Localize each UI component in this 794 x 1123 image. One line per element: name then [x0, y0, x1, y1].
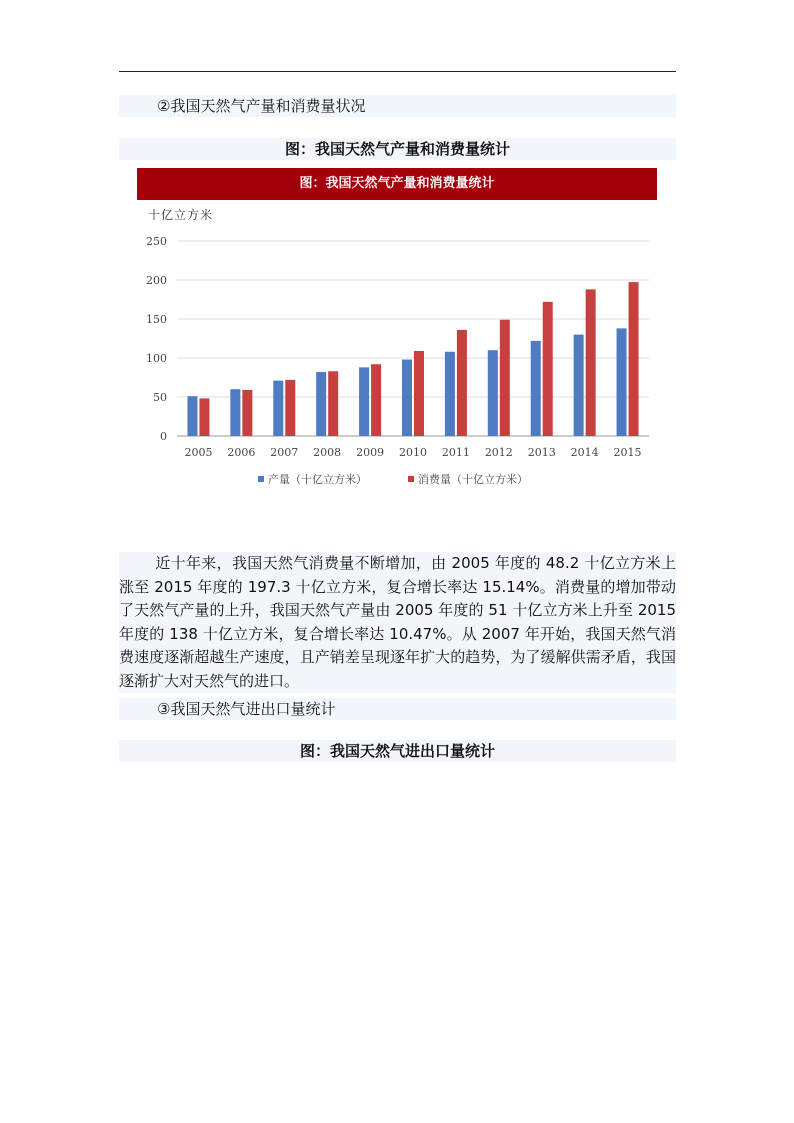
bar-production	[445, 352, 455, 436]
bar-consumption	[414, 351, 424, 436]
chart-production-consumption	[137, 168, 657, 500]
bar-consumption	[543, 302, 553, 436]
bar-consumption	[500, 320, 510, 436]
x-tick-label: 2010	[399, 446, 427, 459]
bar-consumption	[285, 380, 295, 436]
chart-unit-label: 十亿立方米	[148, 208, 214, 222]
section-heading-import-export: ③我国天然气进出口量统计	[119, 698, 676, 720]
analysis-paragraph-text: 近十年来，我国天然气消费量不断增加，由 2005 年度的 48.2 十亿立方米上涨至 2015 年度的 197.3 十亿立方米，复合增长率达 15.14%。消费量的增加带动了天然气产量的上升，我国天然气产量由 2005 年度的 51 十亿立方米上升至 2015 年度的 138 十亿立方米，复合增长率达 10.47%。从 2007 年开始，我国天然气消费速度逐渐超越生产速度，且产销差呈现逐年扩大的趋势，为了缓解供需矛盾，我国逐渐扩大对天然气的进口。	[119, 554, 676, 690]
y-tick-label: 250	[146, 235, 167, 248]
bar-consumption	[586, 289, 596, 436]
legend-label-consumption: 消费量（十亿立方米）	[418, 473, 528, 486]
x-tick-label: 2009	[356, 446, 385, 459]
bar-production	[359, 367, 369, 436]
x-tick-label: 2011	[441, 446, 470, 459]
bar-production	[488, 350, 498, 436]
bar-production	[273, 381, 283, 436]
bar-production	[187, 396, 197, 436]
bar-production	[316, 372, 326, 436]
bar-consumption	[328, 371, 338, 436]
bar-production	[531, 341, 541, 436]
bar-consumption	[457, 330, 467, 436]
x-tick-label: 2006	[227, 446, 256, 459]
bar-consumption	[629, 282, 639, 436]
y-tick-label: 200	[146, 274, 167, 287]
legend-swatch-production	[258, 476, 264, 482]
figure-caption-production-consumption: 图：我国天然气产量和消费量统计	[119, 138, 676, 160]
legend-label-production: 产量（十亿立方米）	[268, 473, 367, 486]
chart-banner-title: 图：我国天然气产量和消费量统计	[137, 168, 657, 200]
x-tick-label: 2008	[313, 446, 342, 459]
x-tick-label: 2007	[270, 446, 299, 459]
bar-consumption	[242, 390, 252, 436]
legend-swatch-consumption	[408, 476, 414, 482]
bar-production	[574, 335, 584, 436]
header-rule	[119, 71, 676, 72]
x-tick-label: 2014	[570, 446, 599, 459]
x-tick-label: 2005	[184, 446, 213, 459]
bar-production	[230, 389, 240, 436]
analysis-paragraph	[119, 552, 676, 693]
x-tick-label: 2015	[613, 446, 642, 459]
x-tick-label: 2012	[484, 446, 513, 459]
bar-consumption	[371, 364, 381, 436]
chart-plot-area	[137, 168, 657, 500]
x-tick-label: 2013	[527, 446, 556, 459]
section-heading-production-consumption: ②我国天然气产量和消费量状况	[119, 95, 676, 117]
y-tick-label: 50	[153, 391, 167, 404]
bar-consumption	[199, 398, 209, 436]
y-tick-label: 0	[160, 430, 167, 443]
bar-production	[402, 360, 412, 436]
y-tick-label: 100	[146, 352, 167, 365]
y-tick-label: 150	[146, 313, 167, 326]
figure-caption-import-export: 图：我国天然气进出口量统计	[119, 740, 676, 762]
bar-production	[617, 328, 627, 436]
